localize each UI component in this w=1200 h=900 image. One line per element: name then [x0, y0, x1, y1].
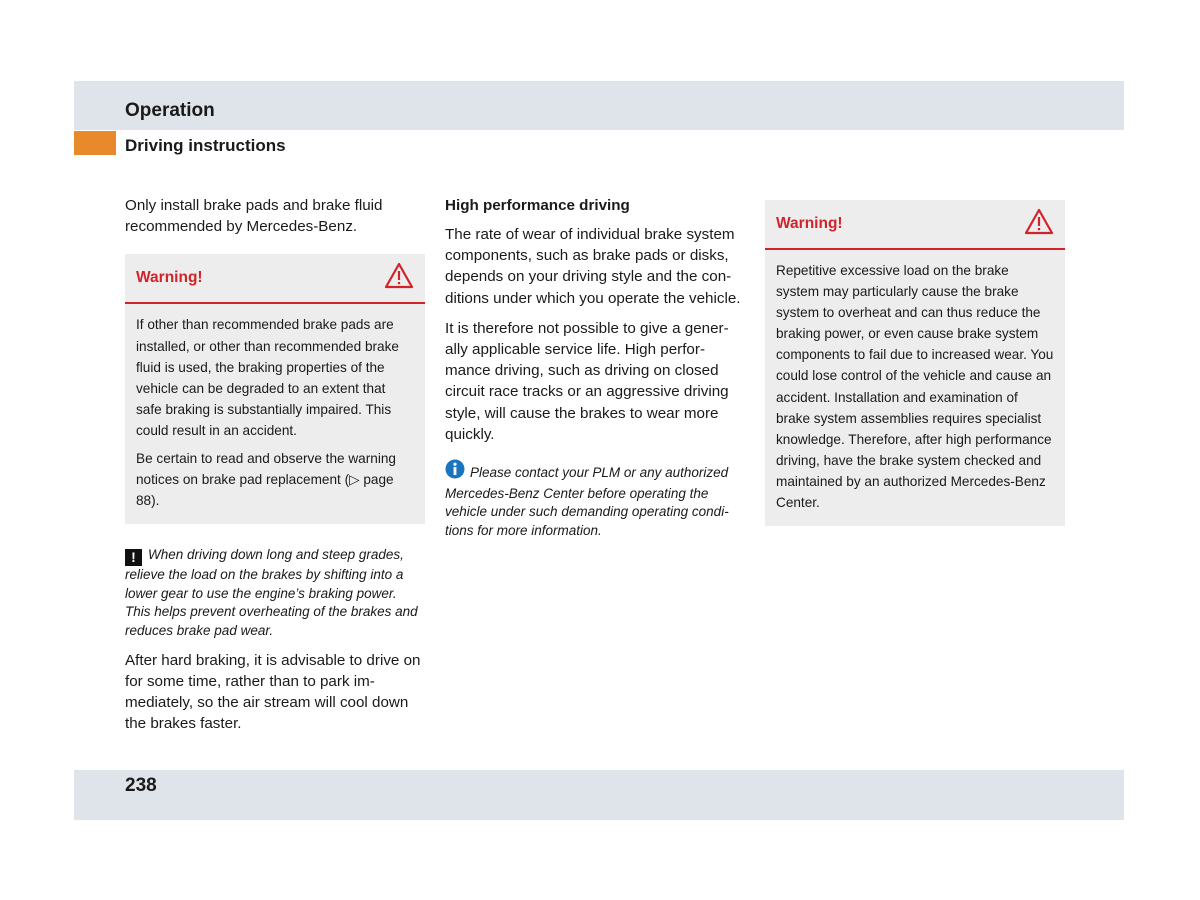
column-left [125, 195, 425, 743]
warning-body [125, 304, 425, 524]
page-number: 238 [125, 775, 157, 796]
info-note [445, 459, 745, 540]
intro-text: Only install brake pads and brake fluid recommended by Mercedes-Benz. [125, 197, 383, 236]
warning-ref-suffix: ). [151, 493, 160, 509]
column-middle [445, 195, 745, 549]
after-braking-text: After hard braking, it is advisable to drive on for some time, rather than to park immediately, so the air stream will cool down the brakes faster. [125, 651, 421, 733]
info-content: Please contact your PLM or any authorized Mercedes-Benz Center before operating the vehicle under such demanding operating conditions for more information. [445, 465, 729, 538]
footer-band [74, 770, 1124, 820]
exclamation-icon: ! [125, 549, 142, 566]
service-life-text: It is therefore not possible to give a generally applicable service life. High performance driving, such as driving on closed circuit race tracks or an aggressive driving style, will cause the brakes to wear more quickly. [445, 319, 729, 443]
note-content: When driving down long and steep grades, relieve the load on the brakes by shifting into a lower gear to use the engine’s braking power. This helps prevent overheating of the brakes and reduces brake pad wear. [125, 547, 418, 639]
warning-title: Warning! [136, 269, 203, 287]
warning-text: If other than recommended brake pads are installed, or other than recommended brake fluid is used, the braking properties of the vehicle can be degraded to an extent that safe braking is substantially impaired. This could result in an accident. [136, 317, 399, 438]
warning-reference-text [136, 448, 414, 511]
section-title: Operation [125, 100, 215, 121]
page-reference-link[interactable]: ▷ page 88 [136, 472, 394, 509]
warning-body [765, 250, 1065, 526]
subsection-title: Driving instructions [125, 136, 286, 155]
warning-box-brake-pads [125, 254, 425, 524]
warning-box-excessive-load [765, 200, 1065, 526]
warning-header [125, 254, 425, 304]
warning-triangle-icon [1024, 208, 1054, 240]
wear-rate-text: The rate of wear of individual brake system components, such as brake pads or disks, depends on your driving style and the conditions under which you operate the vehicle. [445, 226, 741, 307]
header-band [74, 81, 1124, 130]
warning-header [765, 200, 1065, 250]
note-text [125, 546, 425, 640]
warning-ref-prefix: Be certain to read and observe the warning notices on brake pad replacement ( [136, 450, 396, 488]
section-tab-marker [74, 131, 116, 155]
warning-text: Repetitive excessive load on the brake system may particularly cause the brake system to overheat and can thus reduce the braking power, or even cause brake system components to fail due to increased wear. You could lose control of the vehicle and cause an accident. Installation and examination of brake system assemblies requires specialist knowledge. Therefore, after high performance driving, have the brake system checked and maintained by an authorized Mercedes-Benz Center. [776, 263, 1054, 511]
subheading-high-performance: High performance driving [445, 197, 630, 214]
column-right [765, 195, 1065, 548]
warning-title: Warning! [776, 215, 843, 232]
warning-triangle-icon [384, 262, 414, 294]
info-icon [445, 459, 465, 485]
